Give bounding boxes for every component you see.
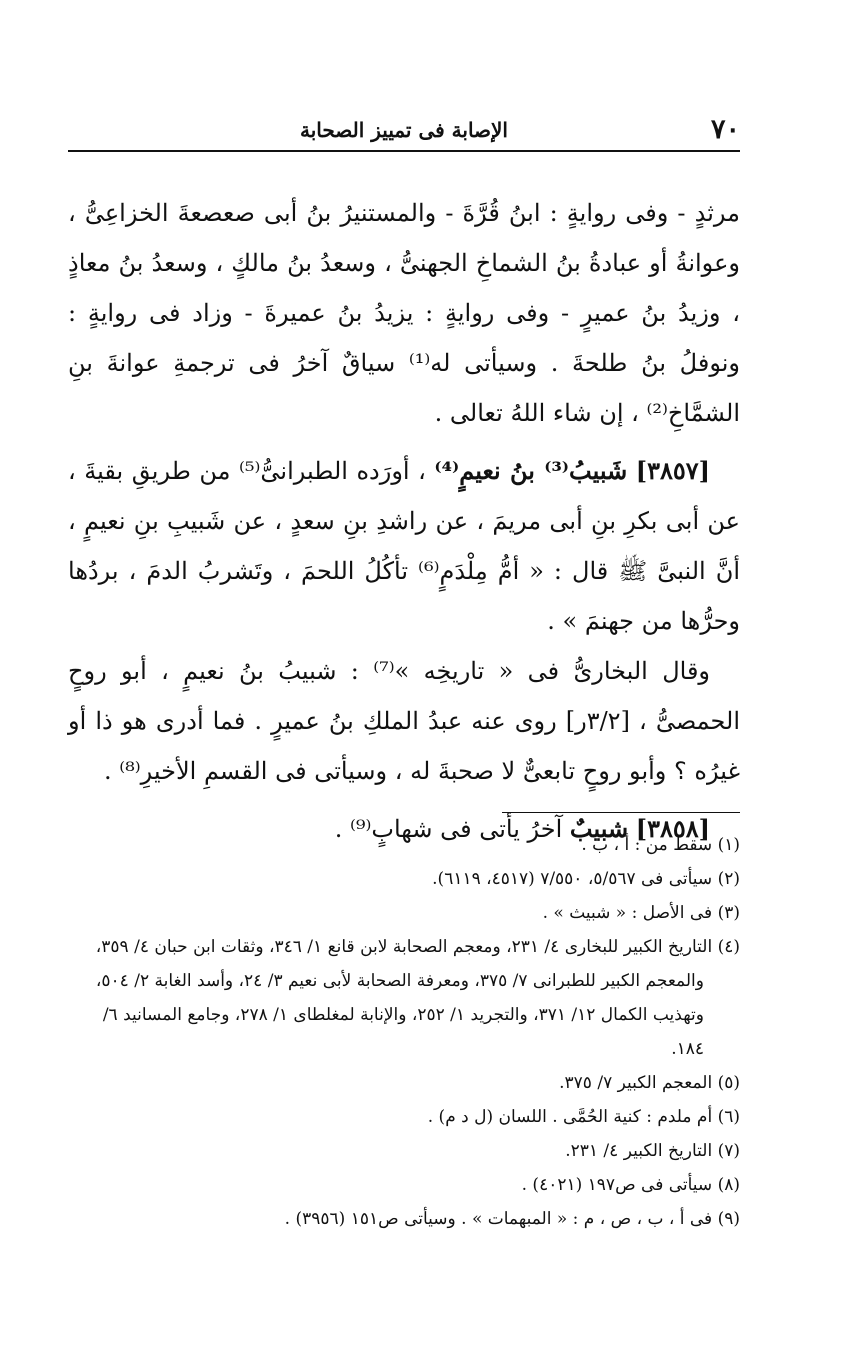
entry-number: [٣٨٥٧] bbox=[635, 456, 711, 485]
footnote-rule bbox=[502, 812, 740, 813]
footnote-7: (٧) التاريخ الكبير ٤/ ٢٣١. bbox=[565, 1141, 740, 1161]
page-header bbox=[68, 110, 740, 150]
entry-name: شبيبٌ bbox=[569, 814, 629, 843]
footnote-6: (٦) أم ملدم : كنية الحُمَّى . اللسان (ل د م) . bbox=[427, 1107, 740, 1127]
entry-name: شَبيبُ⁽³⁾ بنُ نعيمٍ⁽⁴⁾ bbox=[434, 456, 628, 485]
footnote-2: (٢) سيأتى فى ٥/٥٦٧، ٧/٥٥٠ (٤٥١٧، ٦١١٩). bbox=[432, 869, 740, 889]
entry-3857 bbox=[68, 446, 740, 646]
footnote-9: (٩) فى أ ، ب ، ص ، م : « المبهمات » . وسيأتى ص١٥١ (٣٩٥٦) . bbox=[284, 1209, 740, 1229]
page-number: ٧٠ bbox=[710, 114, 740, 145]
footnote-5: (٥) المعجم الكبير ٧/ ٣٧٥. bbox=[559, 1073, 740, 1093]
footnote-3: (٣) فى الأصل : « شبيث » . bbox=[542, 903, 740, 923]
running-title: الإصابة فى تمييز الصحابة bbox=[300, 118, 508, 142]
entry-text: آخرُ يأتى فى شهابٍ⁽⁹⁾ . bbox=[334, 815, 563, 843]
footnote-1: (١) سقط من : أ ، ب . bbox=[581, 835, 740, 855]
paragraph-continuation: مرثدٍ - وفى روايةٍ : ابنُ قُرَّةَ - والمستنيرُ بنُ أبى صعصعةَ الخزاعِىُّ ، وعوانةُ أو عبادةُ بنُ الشماخِ الجهنىُّ ، وسعدُ بنُ مالكٍ ، وسعدُ بنُ معاذٍ ، وزيدُ بنُ عميرٍ - وفى روايةٍ : يزيدُ بنُ عميرةَ - وزاد فى روايةٍ : ونوفلُ بنُ طلحةَ . وسيأتى له⁽¹⁾ سياقٌ آخرُ فى ترجمةِ عوانةَ بنِ الشمَّاخِ⁽²⁾ ، إن شاء اللهُ تعالى . bbox=[68, 199, 740, 427]
footnotes bbox=[68, 828, 740, 1236]
header-rule bbox=[68, 150, 740, 152]
footnote-8: (٨) سيأتى فى ص١٩٧ (٤٠٢١) . bbox=[521, 1175, 740, 1195]
paragraph-bukhari: وقال البخارىُّ فى « تاريخِه »⁽⁷⁾ : شبيبُ بنُ نعيمٍ ، أبو روحٍ الحمصىُّ ، [٣/٢ر] روى عنه عبدُ الملكِ بنُ عميرٍ . فما أدرى هو ذا أو غيرُه ؟ وأبو روحٍ تابعىٌّ لا صحبةَ له ، وسيأتى فى القسمِ الأخيرِ⁽⁸⁾ . bbox=[68, 657, 740, 785]
footnote-4: (٤) التاريخ الكبير للبخارى ٤/ ٢٣١، ومعجم الصحابة لابن قانع ١/ ٣٤٦، وثقات ابن حبان ٤/ ٣٥٩، والمعجم الكبير للطبرانى ٧/ ٣٧٥، ومعرفة الصحابة لأبى نعيم ٣/ ٢٤، وأسد الغابة ٢/ ٥٠٤، وتهذيب الكمال ١٢/ ٣٧١، والتجريد ١/ ٢٥٢، والإنابة لمغلطاى ١/ ٢٧٨، وجامع المسانيد ٦/ ١٨٤. bbox=[95, 937, 740, 1059]
entry-text: ، أورَده الطبرانىُّ⁽⁵⁾ من طريقِ بقيةَ ، عن أبى بكرِ بنِ أبى مريمَ ، عن راشدِ بنِ سعدٍ ، عن شَبيبِ بنِ نعيمٍ ، أنَّ النبىَّ ﷺ قال : « أمُّ مِلْدَمٍ⁽⁶⁾ تأكُلُ اللحمَ ، وتَشربُ الدمَ ، بردُها وحرُّها من جهنمَ » . bbox=[68, 457, 741, 635]
main-text bbox=[68, 188, 740, 854]
entry-number: [٣٨٥٨] bbox=[635, 814, 710, 843]
